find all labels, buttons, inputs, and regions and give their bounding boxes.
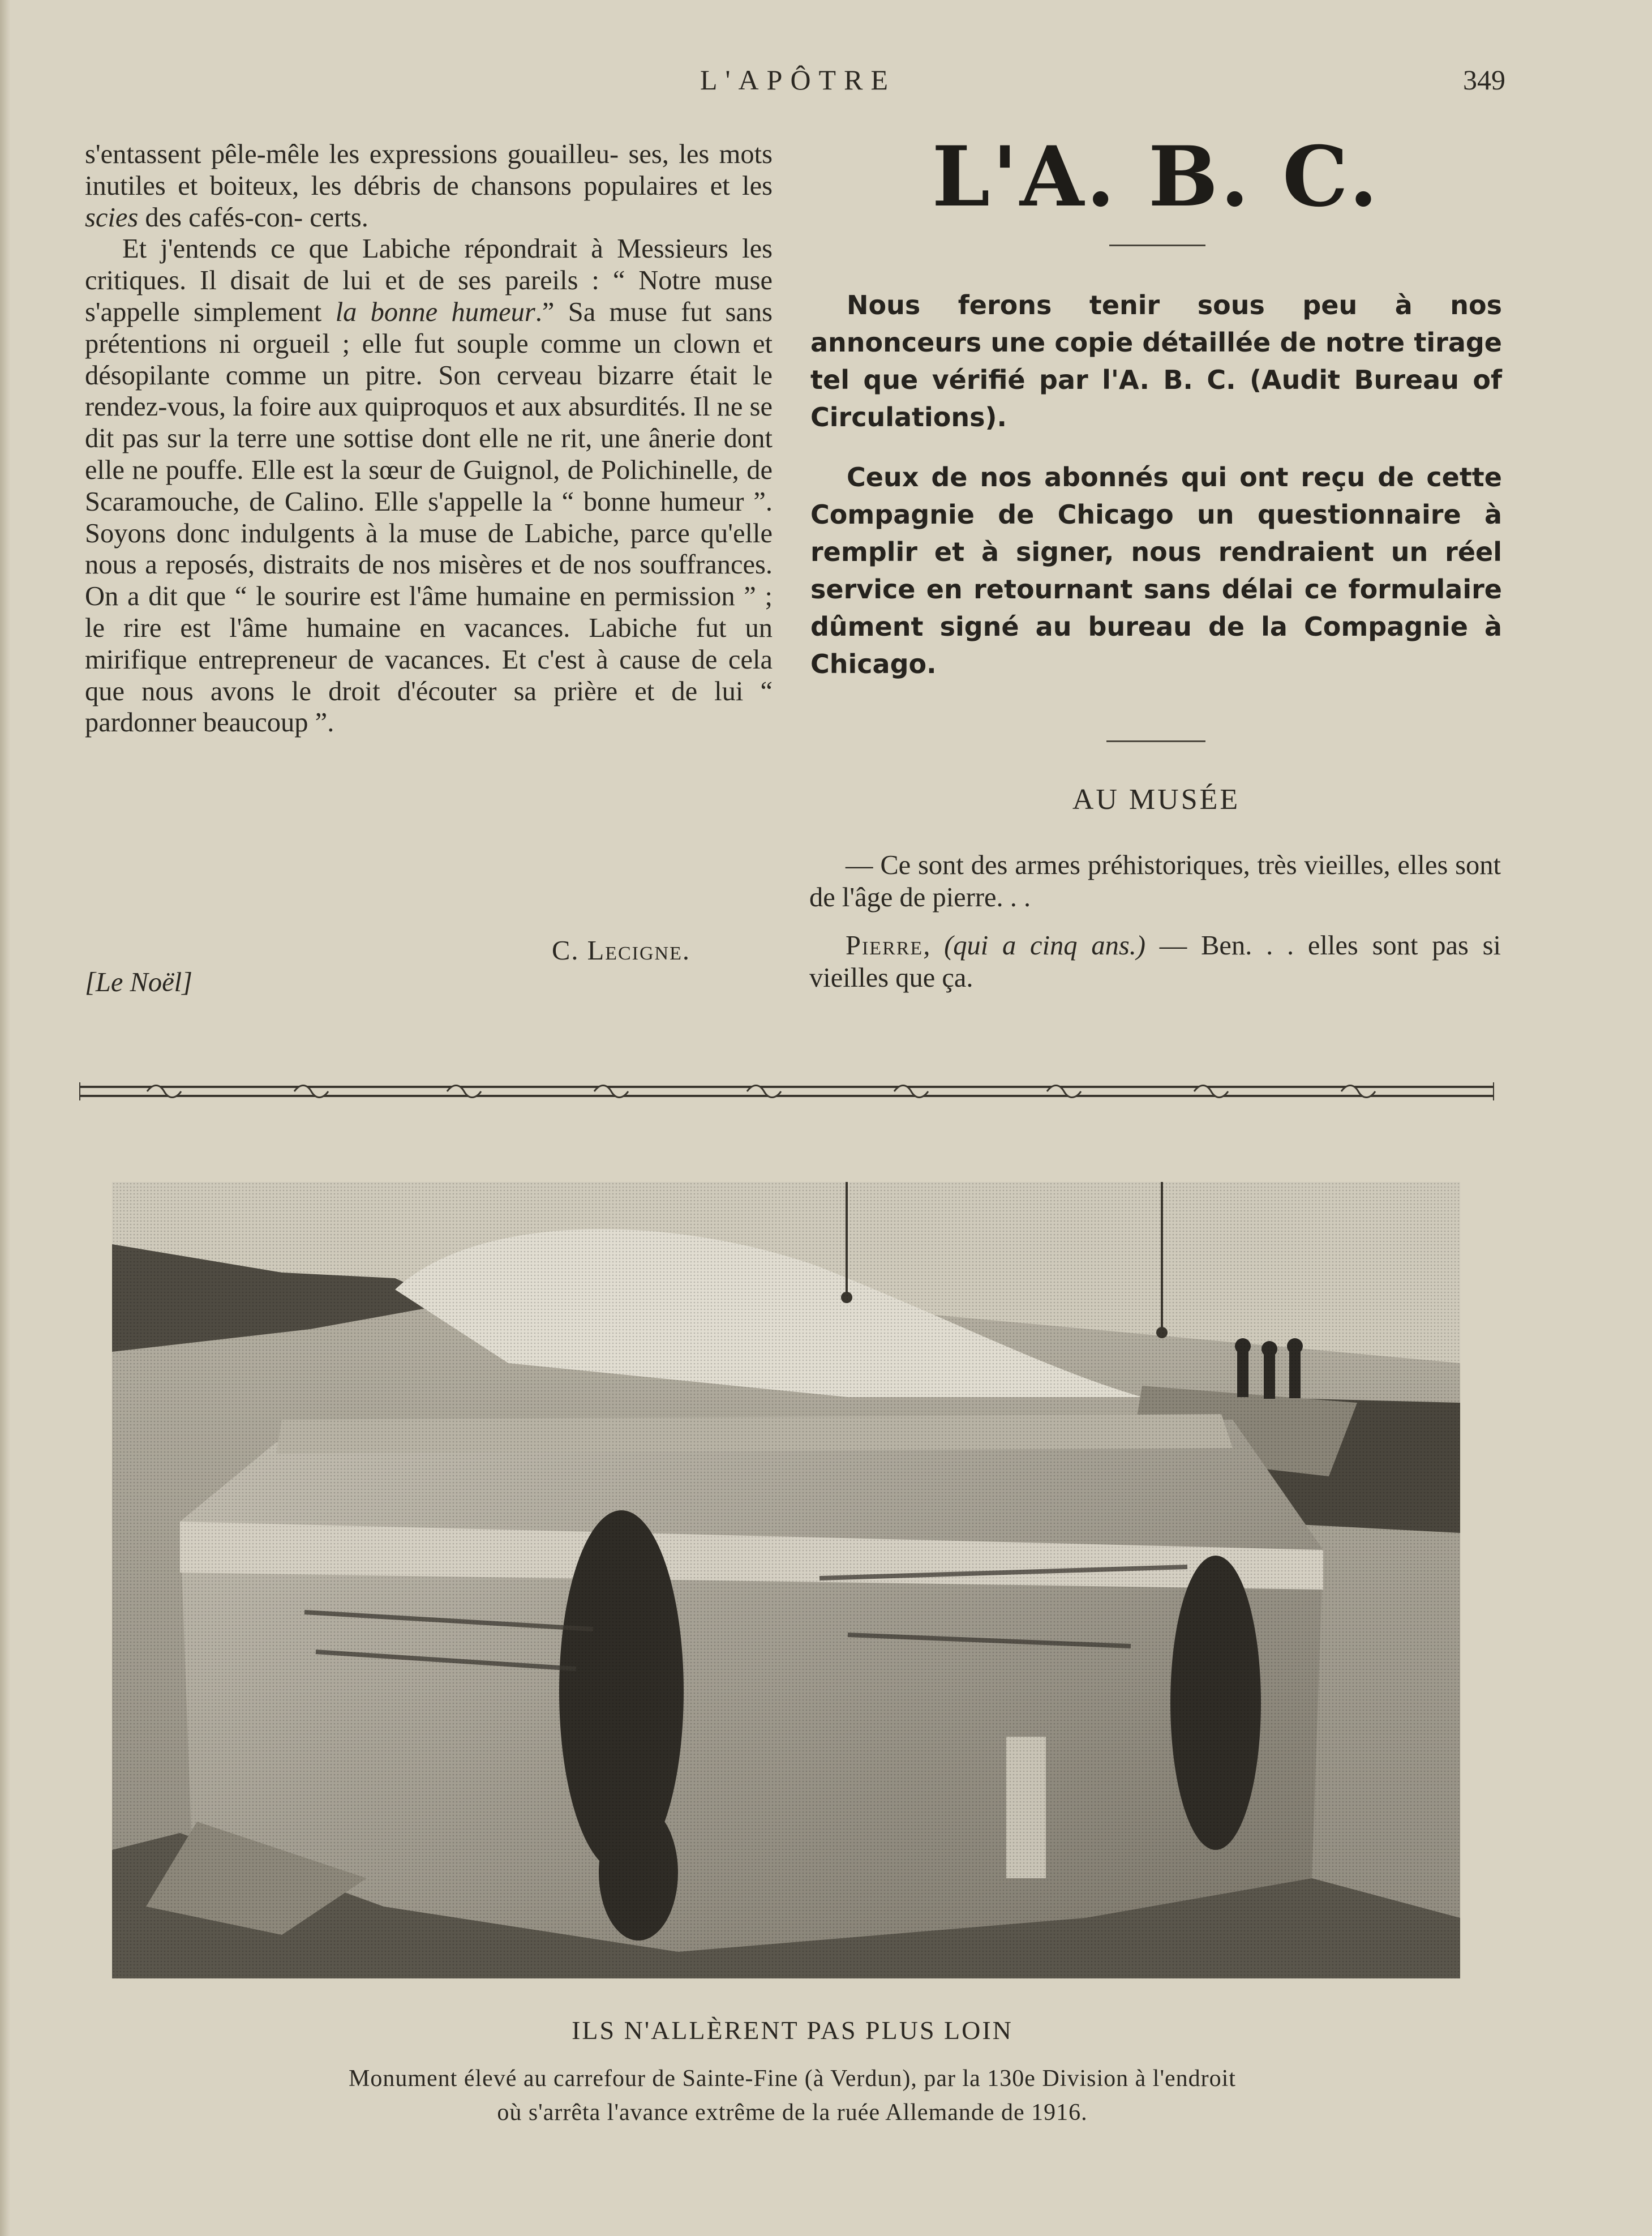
author-name: C. Lecigne. — [552, 936, 690, 966]
photo-caption-line: où s'arrêta l'avance extrême de la ruée Allemande de 1916. — [497, 2100, 1088, 2126]
running-title: L'APÔTRE — [700, 64, 896, 96]
article-text: chansons populaires et les — [471, 170, 773, 201]
article-text: .” Sa muse fut sans prétentions ni orgueil ; elle fut souple comme un clown et désopilante comme un pitre. Son cerveau bizarre était le rendez-vous, la foire aux quiproquos et aux absurdités. Il ne se dit pas sur la terre une sottise dont elle ne rit, une ânerie dont elle ne pouffe. Elle est la sœur de Guignol, de Polichinelle, de Scaramouche, de Calino. Elle s'appelle la “ bonne humeur ”. Soyons donc indulgents à la muse de Labiche, parce qu'elle nous a reposés, distraits de nos misères et de nos souffrances. On a dit que “ le sourire est l'âme humaine en permission ” ; le rire est l'âme humaine en vacances. Labiche fut un mirifique entrepreneur de vacances. Et c'est à cause de cela que nous avons le droit d'écouter sa prière et de lui “ pardonner beaucoup ”. — [85, 297, 773, 738]
photo-caption — [198, 2062, 1387, 2130]
speaker-note: , (qui a cinq ans.) — [923, 931, 1145, 961]
article-text: Et j'entends ce que Labiche répondrait à Messieurs les critiques. Il disait de lui et de ses pareils : “ Notre muse s'appelle simplement — [85, 234, 773, 327]
article-text: s'entassent pêle-mêle les expressions gouailleu- — [85, 139, 619, 169]
article-text: ses, les mots inutiles et boiteux, les débris de — [85, 139, 773, 201]
abc-title: L'A. B. C. — [932, 128, 1380, 225]
monument-photograph — [112, 1182, 1460, 1978]
article-continuation-paragraph — [85, 139, 773, 233]
page-number: 349 — [1463, 64, 1505, 96]
article-italic-text: scies — [85, 202, 139, 233]
abc-paragraph: Nous ferons tenir sous peu à nos annonceurs une copie détaillée de notre tirage tel que vérifié par l'A. B. C. (Audit Bureau of Circulations). — [810, 290, 1502, 432]
article-paragraph-labiche — [85, 233, 773, 739]
abc-paragraph: Ceux de nos abonnés qui ont reçu de cette Compagnie de Chicago un questionnaire à remplir et à signer, nous rendraient un réel service en retournant sans délai ce formulaire dûment signé au bureau de la Compagnie à Chicago. — [810, 462, 1502, 679]
musee-text: — Ben. . . elles sont pas si vieilles que ça. — [809, 931, 1501, 993]
article-text: des cafés-con- — [138, 202, 303, 233]
title-rule — [1109, 245, 1205, 246]
photo-caption-line: Monument élevé au carrefour de Sainte-Fine (à Verdun), par la 130e Division à l'endroit — [349, 2066, 1236, 2092]
section-rule — [1106, 740, 1205, 742]
speaker-name: Pierre — [846, 931, 924, 961]
article-source: [Le Noël] — [85, 967, 192, 997]
abc-notice — [810, 286, 1502, 705]
monument-photo-illustration — [112, 1182, 1460, 1978]
musee-paragraph: — Ce sont des armes préhistoriques, très vieilles, elles sont de l'âge de pierre. . . — [809, 850, 1501, 913]
musee-paragraph — [809, 929, 1501, 994]
musee-heading: AU MUSÉE — [1072, 783, 1241, 816]
page-edge — [0, 0, 10, 2236]
ornamental-divider — [79, 1080, 1494, 1103]
author-signature — [552, 935, 778, 967]
article-italic-text: la bonne humeur — [335, 297, 535, 327]
article-left-column — [85, 139, 773, 739]
photo-caption-title: ILS N'ALLÈRENT PAS PLUS LOIN — [572, 2016, 1013, 2045]
article-text: certs. — [310, 202, 368, 233]
musee-anecdote — [809, 849, 1501, 1010]
